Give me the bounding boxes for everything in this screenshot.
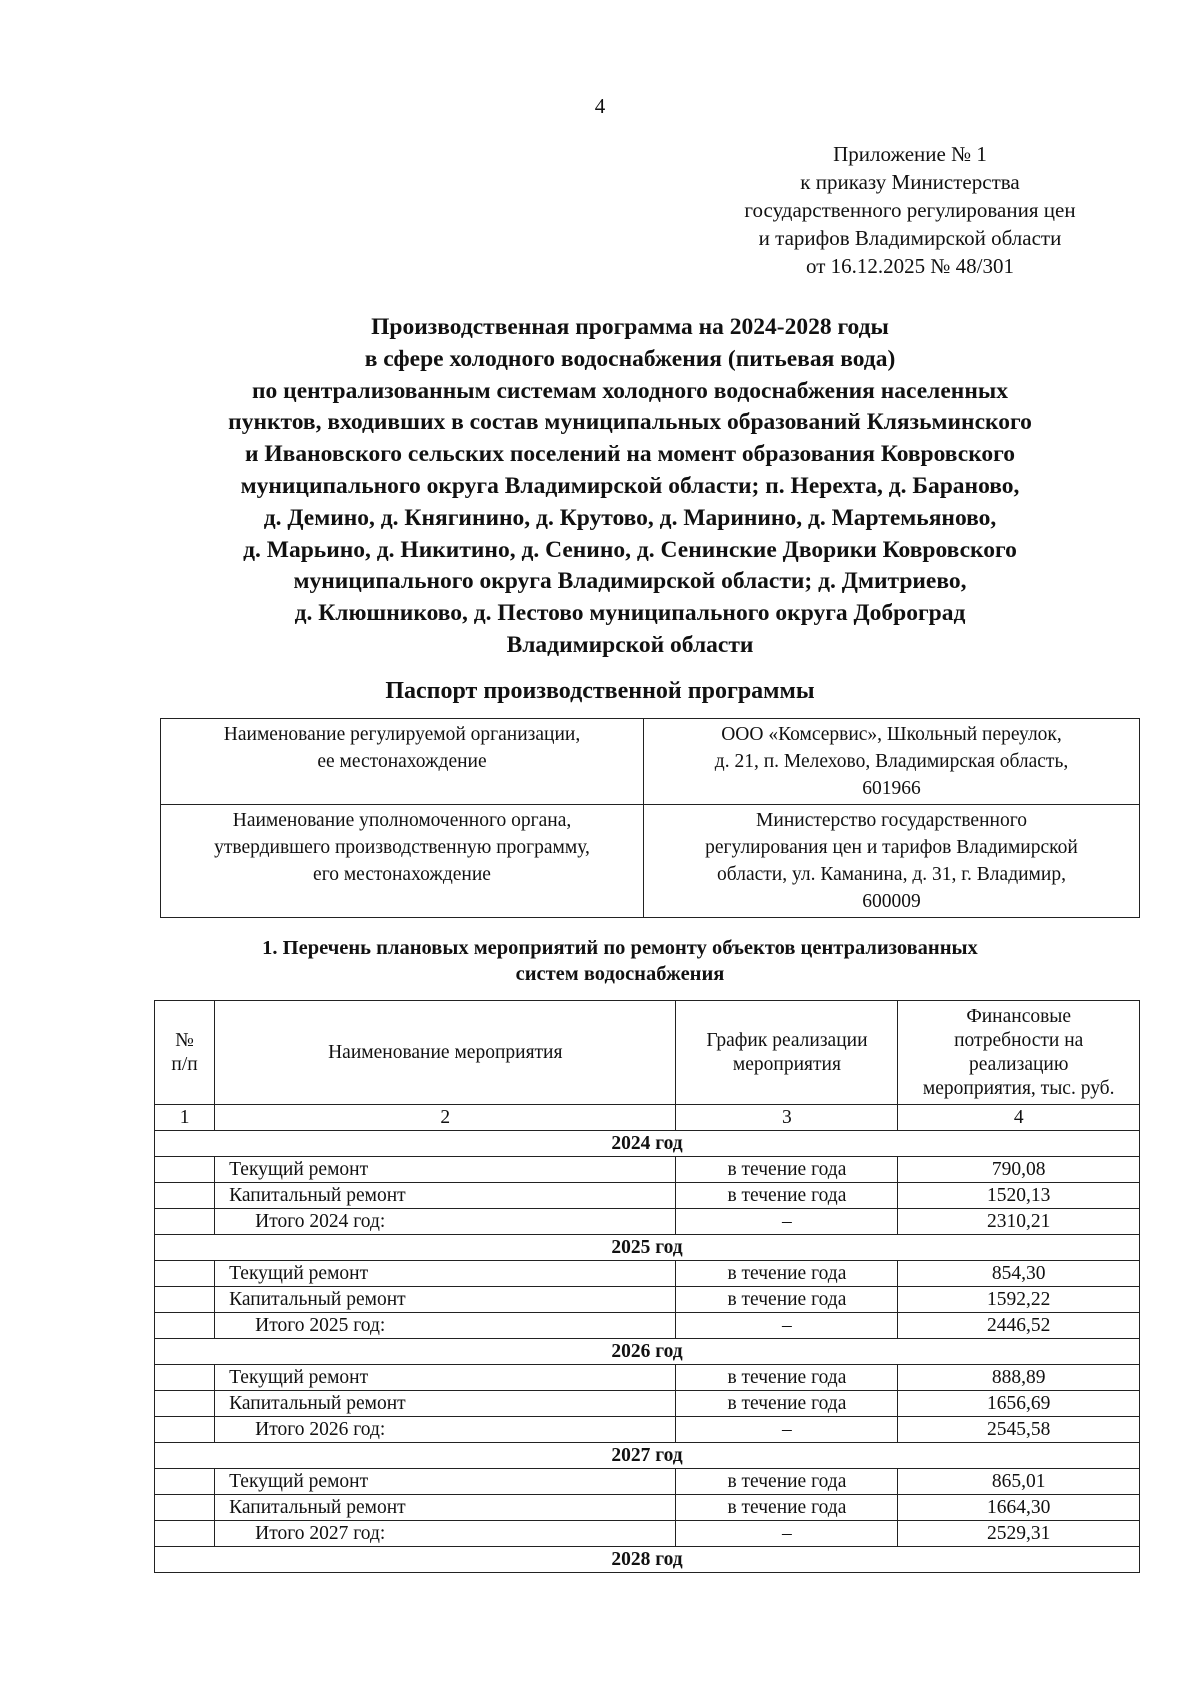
passport-value-line: д. 21, п. Мелехово, Владимирская область, [714,751,1069,772]
total-name: Итого 2027 год: [215,1521,676,1547]
year-label: 2024 год [155,1131,1140,1157]
header-name [215,1001,676,1105]
row-number-cell [155,1313,215,1339]
row-number-cell [155,1287,215,1313]
passport-label-line: ее местонахождение [317,751,487,772]
repair-plan-body [155,1001,1140,1573]
title-line: муниципального округа Владимирской области; п. Нерехта, д. Бараново, [240,472,1020,499]
page-number: 4 [594,94,606,118]
activity-amount: 1592,22 [898,1287,1140,1313]
passport-label-line: Наименование регулируемой организации, [223,724,581,745]
table-row [155,1469,1140,1495]
year-row [155,1235,1140,1261]
header-line: Наименование мероприятия [328,1041,563,1063]
table-row [155,1261,1140,1287]
year-label: 2027 год [155,1443,1140,1469]
row-number-cell [155,1183,215,1209]
year-row [155,1131,1140,1157]
column-number: 4 [898,1105,1140,1131]
appendix-block [720,140,1100,280]
activity-amount: 888,89 [898,1365,1140,1391]
total-name: Итого 2024 год: [215,1209,676,1235]
row-number-cell [155,1521,215,1547]
section-heading [140,935,1100,987]
appendix-line: от 16.12.2025 № 48/301 [805,254,1015,278]
header-line: мероприятия [732,1053,841,1075]
document-title [140,312,1120,662]
title-line: по централизованным системам холодного водоснабжения населенных [252,377,1008,404]
title-line: Владимирской области [506,631,754,658]
total-name: Итого 2026 год: [215,1417,676,1443]
passport-value-line: области, ул. Каманина, д. 31, г. Владимир, [717,864,1066,885]
title-line: и Ивановского сельских поселений на момент образования Ковровского [244,441,1016,468]
appendix-line: государственного регулирования цен [744,198,1076,222]
activity-amount: 854,30 [898,1261,1140,1287]
activity-amount: 1664,30 [898,1495,1140,1521]
activity-name: Капитальный ремонт [215,1495,676,1521]
passport-row [161,805,1140,918]
total-schedule: – [676,1521,898,1547]
activity-name: Текущий ремонт [215,1469,676,1495]
title-line: Производственная программа на 2024-2028 годы [371,314,889,340]
title-line: пунктов, входивших в состав муниципальных образований Клязьминского [228,409,1032,436]
total-row [155,1417,1140,1443]
activity-amount: 1520,13 [898,1183,1140,1209]
row-number-cell [155,1469,215,1495]
passport-table [160,718,1140,918]
passport-row [161,719,1140,805]
activity-name: Текущий ремонт [215,1157,676,1183]
activity-schedule: в течение года [676,1365,898,1391]
row-number-cell [155,1157,215,1183]
total-amount: 2529,31 [898,1521,1140,1547]
header-line: № [175,1029,194,1051]
header-line: Финансовые [966,1005,1072,1027]
header-line: потребности на [954,1029,1084,1051]
header-line: реализацию [968,1053,1069,1075]
total-row [155,1209,1140,1235]
passport-value-line: регулирования цен и тарифов Владимирской [705,837,1078,858]
passport-label-line: Наименование уполномоченного органа, [232,810,572,831]
table-row [155,1157,1140,1183]
total-amount: 2545,58 [898,1417,1140,1443]
activity-name: Капитальный ремонт [215,1391,676,1417]
row-number-cell [155,1417,215,1443]
total-row [155,1521,1140,1547]
passport-value-line: Министерство государственного [756,810,1027,831]
section-heading-line: систем водоснабжения [515,963,725,985]
total-schedule: – [676,1209,898,1235]
title-line: д. Марьино, д. Никитино, д. Сенино, д. Сенинские Дворики Ковровского [243,536,1017,563]
activity-schedule: в течение года [676,1183,898,1209]
column-number: 3 [676,1105,898,1131]
table-row [155,1183,1140,1209]
column-number-row [155,1105,1140,1131]
activity-amount: 865,01 [898,1469,1140,1495]
year-label: 2026 год [155,1339,1140,1365]
activity-name: Капитальный ремонт [215,1183,676,1209]
appendix-line: и тарифов Владимирской области [758,226,1062,250]
activity-schedule: в течение года [676,1469,898,1495]
year-label: 2028 год [155,1547,1140,1573]
total-row [155,1313,1140,1339]
total-schedule: – [676,1313,898,1339]
table-row [155,1495,1140,1521]
title-line: в сфере холодного водоснабжения (питьевая вода) [364,345,896,372]
column-number: 1 [155,1105,215,1131]
passport-label-cell [161,719,644,805]
year-row [155,1339,1140,1365]
passport-value-line: ООО «Комсервис», Школьный переулок, [721,724,1062,745]
activity-name: Капитальный ремонт [215,1287,676,1313]
passport-value-cell [644,805,1140,918]
table-row [155,1365,1140,1391]
title-line: д. Клюшниково, д. Пестово муниципального округа Доброград [294,600,966,627]
header-line: График реализации [706,1029,868,1051]
passport-value-line: 601966 [862,778,921,799]
year-row [155,1443,1140,1469]
activity-amount: 1656,69 [898,1391,1140,1417]
activity-name: Текущий ремонт [215,1365,676,1391]
total-amount: 2446,52 [898,1313,1140,1339]
column-number: 2 [215,1105,676,1131]
row-number-cell [155,1495,215,1521]
title-line: муниципального округа Владимирской области; д. Дмитриево, [293,568,967,595]
activity-schedule: в течение года [676,1495,898,1521]
passport-label-line: утвердившего производственную программу, [214,837,590,858]
row-number-cell [155,1365,215,1391]
total-amount: 2310,21 [898,1209,1140,1235]
row-number-cell [155,1209,215,1235]
activity-schedule: в течение года [676,1157,898,1183]
passport-heading: Паспорт производственной программы [385,678,815,704]
year-row [155,1547,1140,1573]
header-line: п/п [171,1053,198,1075]
table-row [155,1391,1140,1417]
title-line: д. Демино, д. Княгинино, д. Крутово, д. Маринино, д. Мартемьяново, [263,504,997,531]
repair-plan-table [154,1000,1140,1573]
section-heading-line: 1. Перечень плановых мероприятий по ремонту объектов централизованных [262,937,978,959]
header-finance [898,1001,1140,1105]
activity-amount: 790,08 [898,1157,1140,1183]
table-header-row [155,1001,1140,1105]
header-line: мероприятия, тыс. руб. [922,1077,1115,1099]
activity-name: Текущий ремонт [215,1261,676,1287]
row-number-cell [155,1391,215,1417]
appendix-line: к приказу Министерства [800,170,1020,194]
appendix-line: Приложение № 1 [833,142,987,166]
passport-label-cell [161,805,644,918]
header-schedule [676,1001,898,1105]
passport-label-line: его местонахождение [313,864,491,885]
total-schedule: – [676,1417,898,1443]
year-label: 2025 год [155,1235,1140,1261]
activity-schedule: в течение года [676,1391,898,1417]
activity-schedule: в течение года [676,1287,898,1313]
row-number-cell [155,1261,215,1287]
passport-value-cell [644,719,1140,805]
header-num [155,1001,215,1105]
passport-value-line: 600009 [862,891,921,912]
total-name: Итого 2025 год: [215,1313,676,1339]
table-row [155,1287,1140,1313]
activity-schedule: в течение года [676,1261,898,1287]
